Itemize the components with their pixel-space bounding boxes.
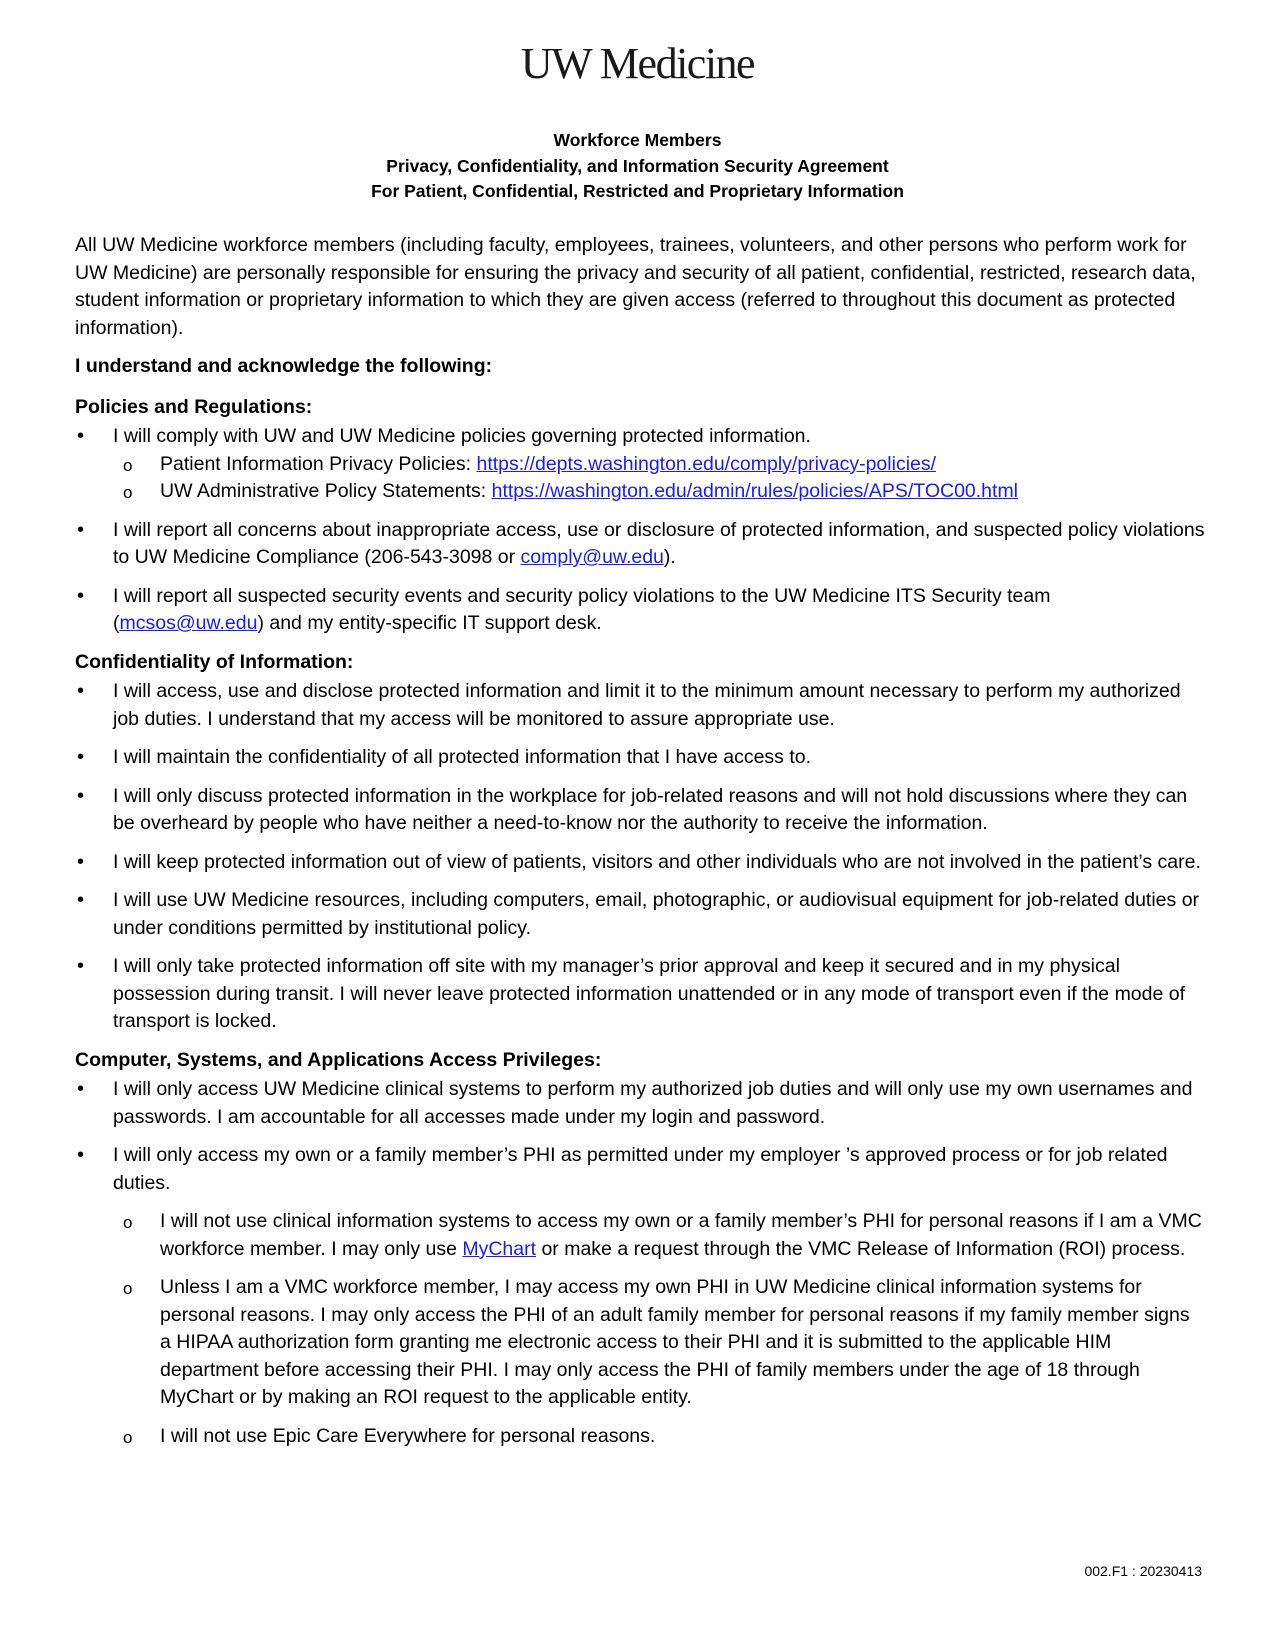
- policies-heading: Policies and Regulations:: [75, 395, 313, 418]
- intro-paragraph: All UW Medicine workforce members (including faculty, employees, trainees, volunteers, and other persons who perform work for UW Medicine) are personally responsible for ensuring the privacy and security of all patient, confidential, restricted, research data, student information or proprietary information to which they are given access (referred to throughout this document as protected information).: [75, 234, 1196, 339]
- list-item: [75, 517, 1205, 572]
- privacy-policies-label: Patient Information Privacy Policies:: [160, 452, 477, 475]
- policy-item-2-end: ).: [663, 546, 676, 568]
- list-item: • I will maintain the confidentiality of all protected information that I have access to.: [75, 744, 1205, 772]
- list-item: [75, 478, 1205, 506]
- title-line-3: For Patient, Confidential, Restricted and Proprietary Information: [371, 181, 904, 201]
- list-item: o Unless I am a VMC workforce member, I may access my own PHI in UW Medicine clinical information systems for personal reasons. I may only access the PHI of an adult family member for personal reasons if my family member signs a HIPAA authorization form granting me electronic access to their PHI and it is submitted to the applicable HIM department before accessing their PHI. I may only access the PHI of family members under the age of 18 through MyChart or by making an ROI request to the applicable entity.: [75, 1274, 1205, 1412]
- acknowledge-heading: I understand and acknowledge the following:: [75, 355, 493, 377]
- title-line-2: Privacy, Confidentiality, and Information Security Agreement: [386, 155, 889, 176]
- vmc-text-end: or make a request through the VMC Release of Information (ROI) process.: [536, 1237, 1186, 1260]
- list-item: • I will only access UW Medicine clinical systems to perform my authorized job duties and will only use my own usernames and passwords. I am accountable for all accesses made under my login and password.: [75, 1076, 1205, 1131]
- list-item: [75, 451, 1205, 479]
- list-item: [75, 583, 1205, 638]
- confidentiality-list: [75, 678, 1205, 1036]
- list-item: • I will only take protected information off site with my manager’s prior approval and keep it secured and in my physical possession during transit. I will never leave protected information unattended or in any mode of transport even if the mode of transport is locked.: [75, 953, 1205, 1036]
- policy-item-3-end: ) and my entity-specific IT support desk.: [257, 612, 602, 634]
- list-item: • I will keep protected information out of view of patients, visitors and other individuals who are not involved in the patient’s care.: [75, 849, 1205, 877]
- list-item: • I will only discuss protected information in the workplace for job-related reasons and will not hold discussions where they can be overheard by people who have neither a need-to-know nor the authority to receive the information.: [75, 783, 1205, 838]
- vmc-text: I will not use clinical information systems to access my own or a family member’s PHI for personal reasons if I am a VMC workforce member. I may only use: [160, 1210, 1202, 1260]
- policies-list: [75, 423, 1205, 638]
- document-title: [0, 128, 1275, 205]
- uw-medicine-logo: UW Medicine: [520, 39, 755, 88]
- list-item: [75, 423, 1205, 506]
- policy-links-list: [75, 451, 1205, 506]
- admin-policy-label: UW Administrative Policy Statements:: [160, 480, 492, 502]
- policy-item-1: I will comply with UW and UW Medicine policies governing protected information.: [113, 425, 811, 447]
- list-item: • I will use UW Medicine resources, including computers, email, photographic, or audiovisual equipment for job-related duties or under conditions permitted by institutional policy.: [75, 887, 1205, 942]
- access-list: [75, 1076, 1205, 1197]
- policy-item-3-text: I will report all suspected security events and security policy violations to the UW Medicine ITS Security team (: [113, 584, 1051, 634]
- policy-item-2-text: I will report all concerns about inappropriate access, use or disclosure of protected information, and suspected policy violations to UW Medicine Compliance (206-543-3098 or: [113, 518, 1205, 568]
- title-line-1: Workforce Members: [553, 130, 722, 150]
- access-heading: Computer, Systems, and Applications Access Privileges:: [75, 1048, 602, 1071]
- document-body: [75, 232, 1205, 1461]
- mychart-link[interactable]: MyChart: [462, 1237, 537, 1260]
- access-sub-list: [75, 1208, 1205, 1450]
- comply-email-link[interactable]: comply@uw.edu: [520, 546, 664, 568]
- admin-policy-link[interactable]: https://washington.edu/admin/rules/policies/APS/TOC00.html: [491, 480, 1019, 502]
- list-item: [75, 1208, 1205, 1263]
- mcsos-email-link[interactable]: mcsos@uw.edu: [119, 612, 258, 634]
- privacy-policies-link[interactable]: https://depts.washington.edu/comply/privacy-policies/: [476, 452, 937, 475]
- confidentiality-heading: Confidentiality of Information:: [75, 650, 354, 673]
- list-item: • I will access, use and disclose protected information and limit it to the minimum amount necessary to perform my authorized job duties. I understand that my access will be monitored to assure appropriate use.: [75, 678, 1205, 733]
- list-item: o I will not use Epic Care Everywhere for personal reasons.: [75, 1423, 1205, 1451]
- list-item: • I will only access my own or a family member’s PHI as permitted under my employer ’s approved process or for job related duties.: [75, 1142, 1205, 1197]
- form-number-footer: 002.F1 : 20230413: [1084, 1563, 1202, 1579]
